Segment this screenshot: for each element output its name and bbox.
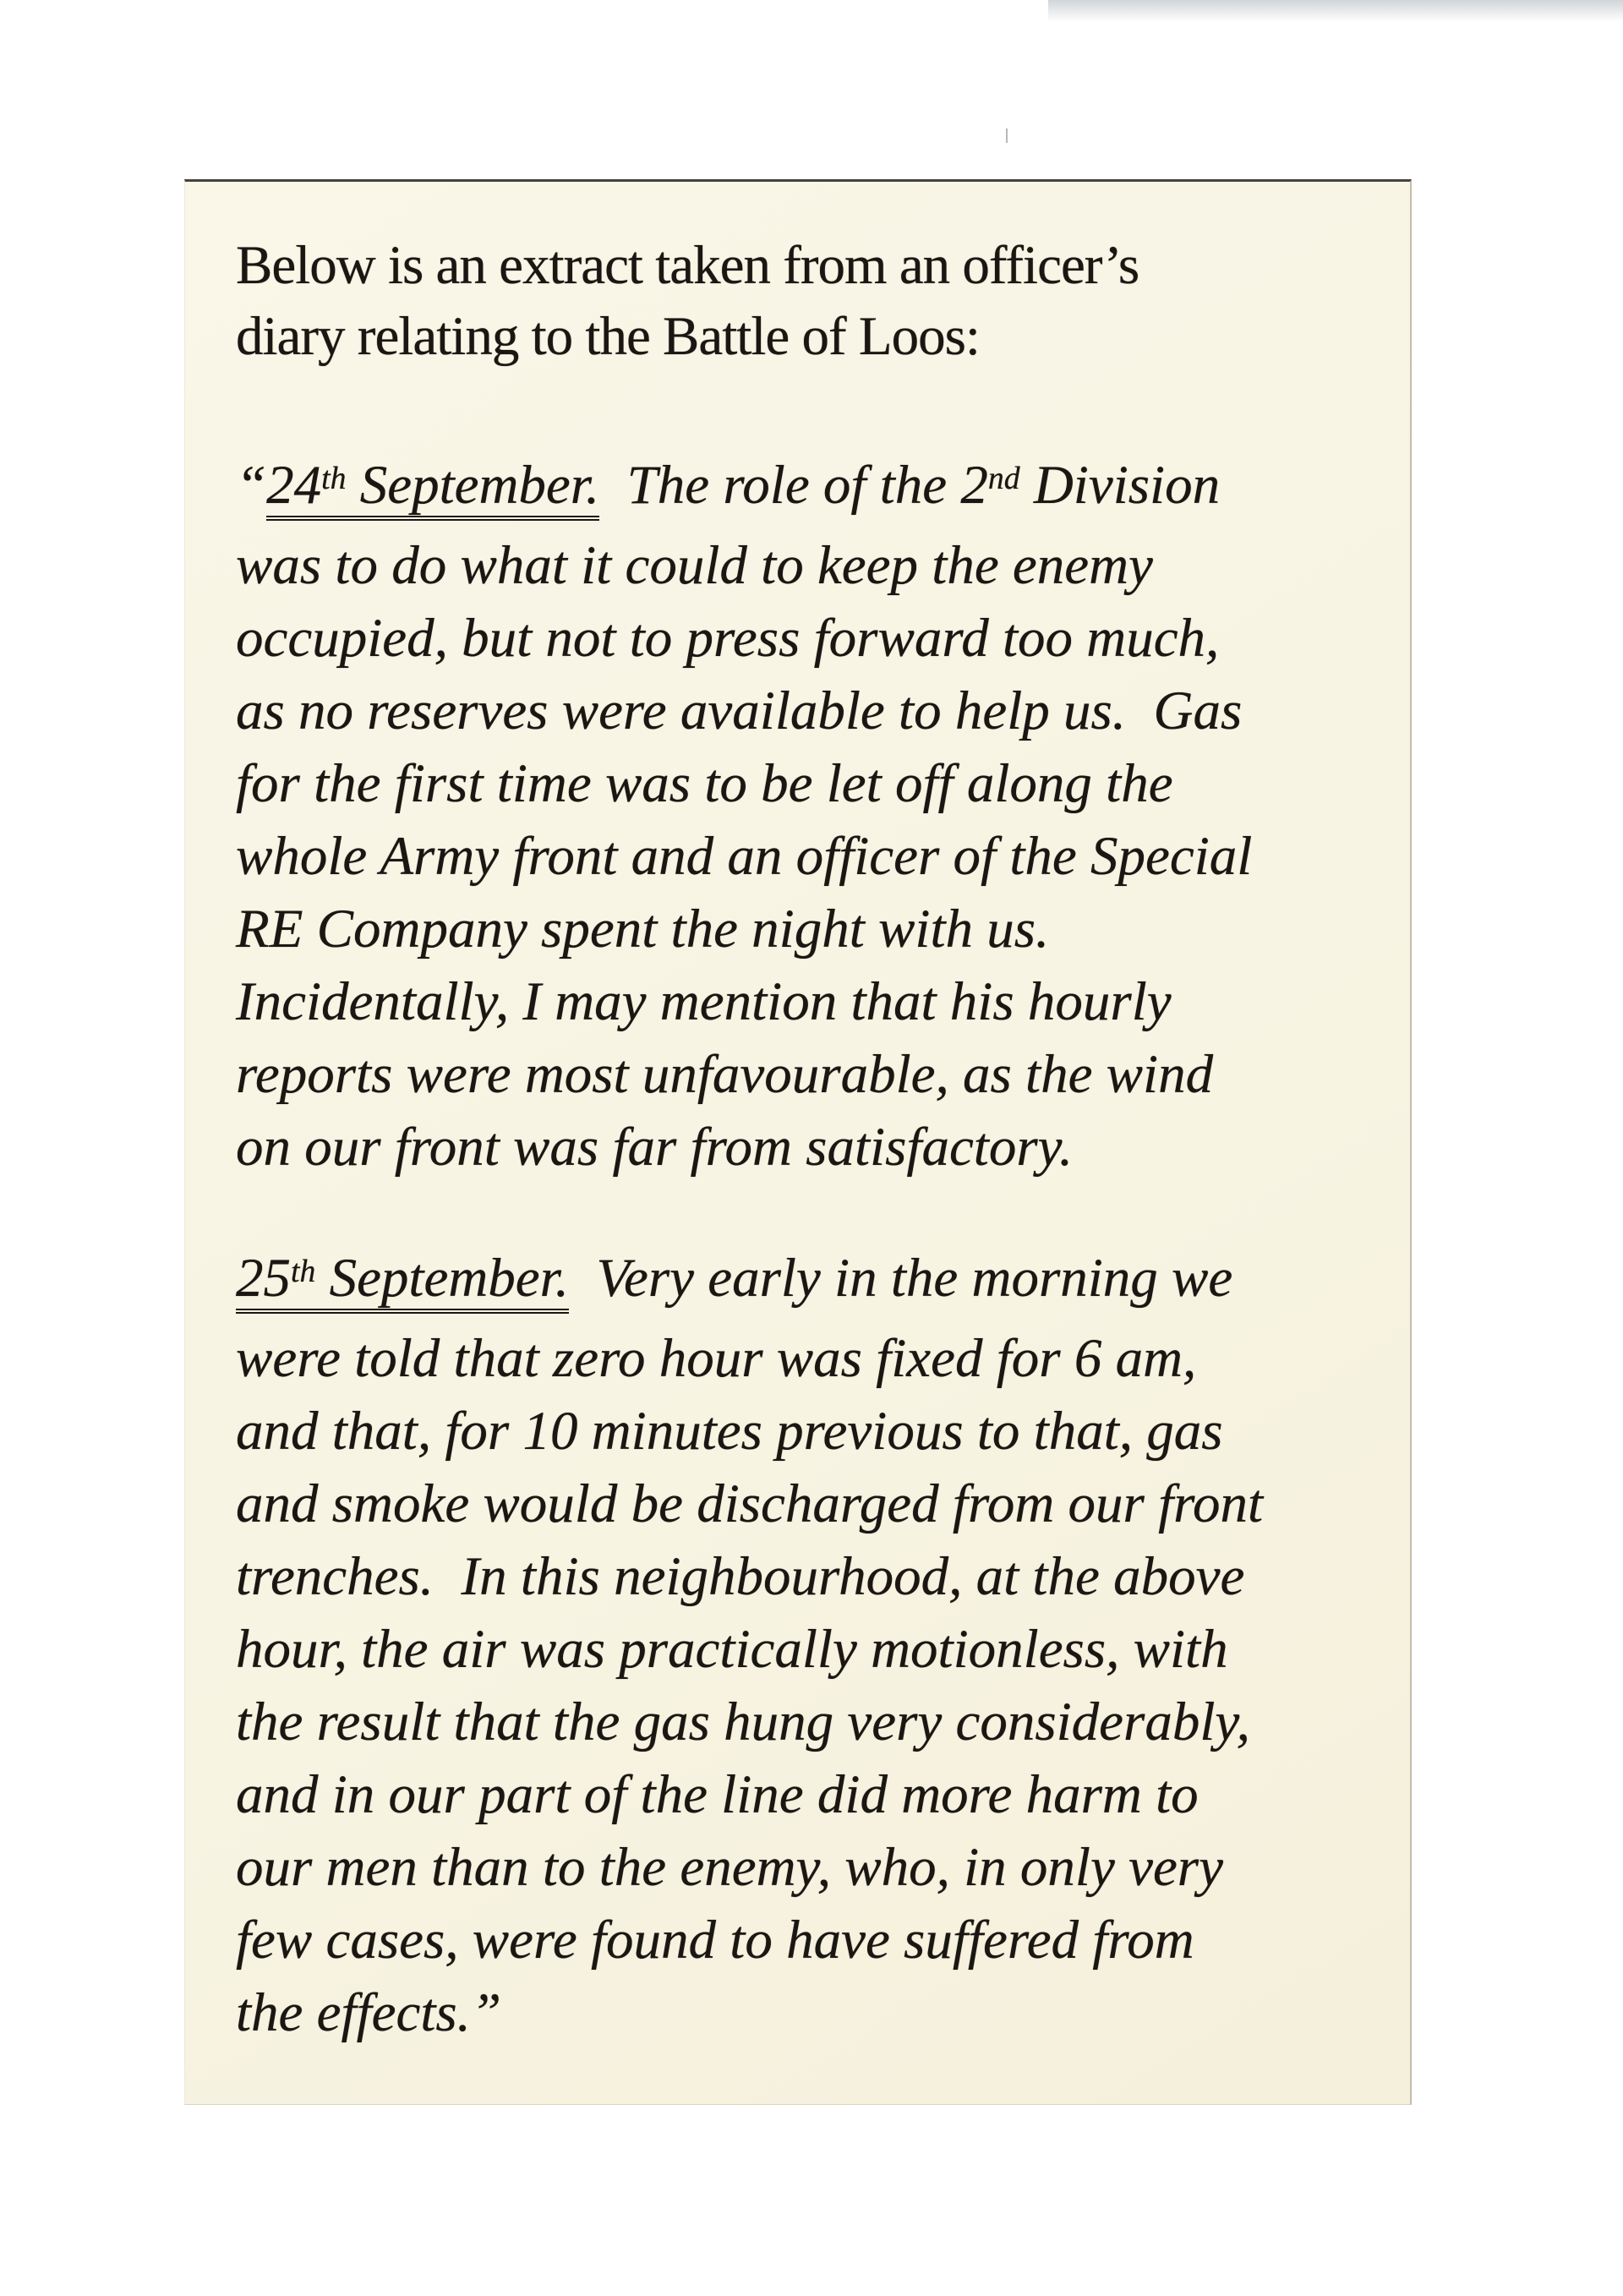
- text-line: [236, 747, 1252, 820]
- text-segment: reports were most unfavourable, as the wind: [236, 1044, 1214, 1105]
- text-line: [236, 1758, 1263, 1831]
- text-line: [236, 1242, 1263, 1322]
- superscript-text: th: [291, 1254, 316, 1290]
- text-line: [236, 1395, 1263, 1468]
- text-segment: Incidentally, I may mention that his hourly: [236, 971, 1172, 1032]
- text-line: [236, 1111, 1252, 1184]
- text-segment: September.: [315, 1248, 569, 1309]
- text-segment: “: [236, 455, 267, 516]
- underlined-date-text: [236, 1248, 569, 1314]
- scan-mark-artifact: [1006, 128, 1008, 143]
- underlined-date-text: [266, 455, 599, 521]
- text-segment: The role of the 2: [599, 455, 988, 516]
- text-line: [236, 602, 1252, 675]
- text-segment: occupied, but not to press forward too much,: [236, 608, 1220, 669]
- text-line: [236, 820, 1252, 893]
- text-line: [236, 1540, 1263, 1613]
- text-segment: and in our part of the line did more harm to: [236, 1764, 1199, 1825]
- text-segment: and smoke would be discharged from our front: [236, 1473, 1264, 1534]
- text-line: [236, 1468, 1263, 1540]
- text-segment: 24: [266, 455, 322, 516]
- text-segment: September.: [346, 455, 600, 516]
- text-line: [236, 449, 1252, 529]
- text-segment: whole Army front and an officer of the Special: [236, 826, 1253, 887]
- text-line: [236, 965, 1252, 1038]
- text-segment: on our front was far from satisfactory.: [236, 1117, 1074, 1178]
- text-segment: and that, for 10 minutes previous to that, gas: [236, 1401, 1223, 1462]
- text-line: [236, 1831, 1263, 1904]
- text-segment: Very early in the morning we: [568, 1248, 1233, 1309]
- text-segment: were told that zero hour was fixed for 6 am,: [236, 1328, 1197, 1389]
- text-line: [236, 529, 1252, 602]
- diary-entry-25-september: [236, 1242, 1263, 2049]
- text-line: [236, 675, 1252, 747]
- text-segment: as no reserves were available to help us. Gas: [236, 681, 1243, 741]
- scanned-page: [184, 179, 1412, 2105]
- text-segment: Division: [1019, 455, 1221, 516]
- superscript-text: th: [321, 461, 347, 497]
- text-line: [236, 1686, 1263, 1758]
- text-segment: 25: [236, 1248, 291, 1309]
- text-segment: for the first time was to be let off along the: [236, 753, 1173, 814]
- text-segment: was to do what it could to keep the enemy: [236, 535, 1153, 596]
- text-line: [236, 1613, 1263, 1686]
- text-segment: trenches. In this neighbourhood, at the above: [236, 1546, 1245, 1607]
- text-line: [236, 1322, 1263, 1395]
- text-line: [236, 1038, 1252, 1111]
- text-segment: our men than to the enemy, who, in only very: [236, 1837, 1223, 1898]
- text-segment: few cases, were found to have suffered from: [236, 1910, 1194, 1971]
- text-line: [236, 1976, 1263, 2049]
- text-line: [236, 1904, 1263, 1976]
- text-line: Below is an extract taken from an officer’s: [236, 235, 1139, 296]
- text-segment: hour, the air was practically motionless, with: [236, 1619, 1228, 1680]
- text-line: diary relating to the Battle of Loos:: [236, 306, 980, 367]
- text-line: [236, 893, 1252, 965]
- scan-shadow-artifact: [1048, 0, 1623, 22]
- text-segment: RE Company spent the night with us.: [236, 899, 1050, 959]
- superscript-text: nd: [987, 461, 1020, 497]
- intro-heading: [236, 230, 1139, 372]
- diary-entry-24-september: [236, 449, 1252, 1184]
- text-segment: the result that the gas hung very considerably,: [236, 1692, 1250, 1752]
- text-segment: the effects.”: [236, 1982, 502, 2043]
